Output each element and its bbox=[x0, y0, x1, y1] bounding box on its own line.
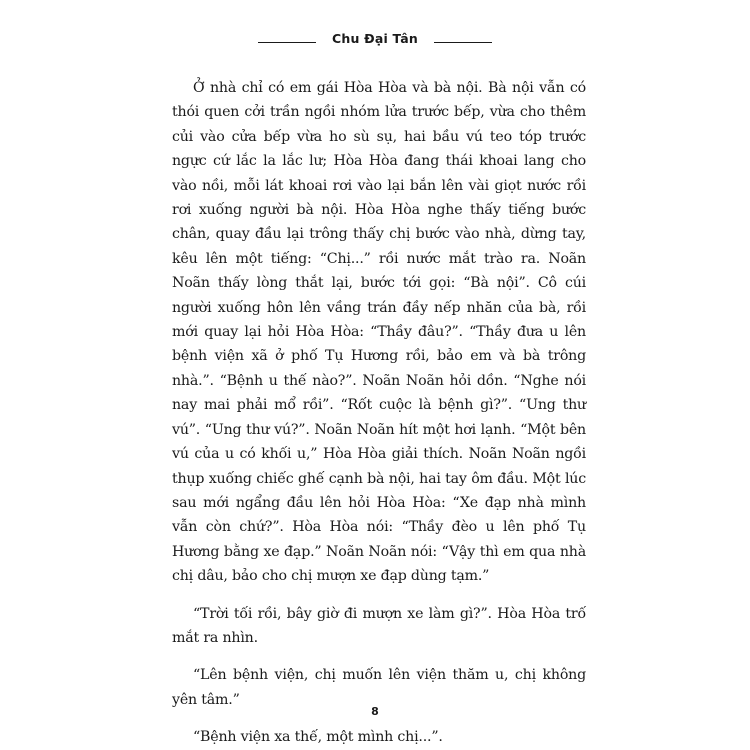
paragraph: “Lên bệnh viện, chị muốn lên viện thăm u, chị không yên tâm.” bbox=[172, 667, 586, 708]
paragraph: “Trời tối rồi, bây giờ đi mượn xe làm gì?”. Hòa Hòa trố mắt ra nhìn. bbox=[172, 605, 586, 646]
paragraph: Ở nhà chỉ có em gái Hòa Hòa và bà nội. Bà nội vẫn có thói quen cởi trần ngồi nhóm lửa trước bếp, vừa cho thêm củi vào cửa bếp vừa ho sù sụ, hai bầu vú teo tóp trước ngực cứ lắc la lắc lư; Hòa Hòa đang thái khoai lang cho vào nồi, mỗi lát khoai rơi vào lại bắn lên vài giọt nước rồi rơi xuống người bà nội. Hòa Hòa nghe thấy tiếng bước chân, quay đầu lại trông thấy chị bước vào nhà, dừng tay, kêu lên một tiếng: “Chị...” rồi nước mắt trào ra. Noãn Noãn thấy lòng thắt lại, bước tới gọi: “Bà nội”. Cô cúi người xuống hôn lên vầng trán đầy nếp nhăn của bà, rồi mới quay lại hỏi Hòa Hòa: “Thầy đâu?”. “Thầy đưa u lên bệnh viện xã ở phố Tụ Hương rồi, bảo em và bà trông nhà.”. “Bệnh u thế nào?”. Noãn Noãn hỏi dồn. “Nghe nói nay mai phải mổ rồi”. “Rốt cuộc là bệnh gì?”. “Ung thư vú”. “Ung thư vú?”. Noãn Noãn hít một hơi lạnh. “Một bên vú của u có khối u,” Hòa Hòa giải thích. Noãn Noãn ngồi thụp xuống chiếc ghế cạnh bà nội, hai tay ôm đầu. Một lúc sau mới ngẩng đầu lên hỏi Hòa Hòa: “Xe đạp nhà mình vẫn còn chứ?”. Hòa Hòa nói: “Thầy đèo u lên phố Tụ Hương bằng xe đạp.” Noãn Noãn nói: “Vậy thì em qua nhà chị dâu, bảo cho chị mượn xe đạp dùng tạm.” bbox=[172, 80, 586, 585]
page-body bbox=[172, 76, 586, 750]
header-rule-left bbox=[258, 42, 316, 43]
paragraph: “Bệnh viện xa thế, một mình chị...”. bbox=[193, 729, 443, 746]
running-header bbox=[0, 30, 750, 48]
header-title: Chu Đại Tân bbox=[332, 31, 418, 46]
page-number: 8 bbox=[371, 705, 379, 718]
header-rule-right bbox=[434, 42, 492, 43]
